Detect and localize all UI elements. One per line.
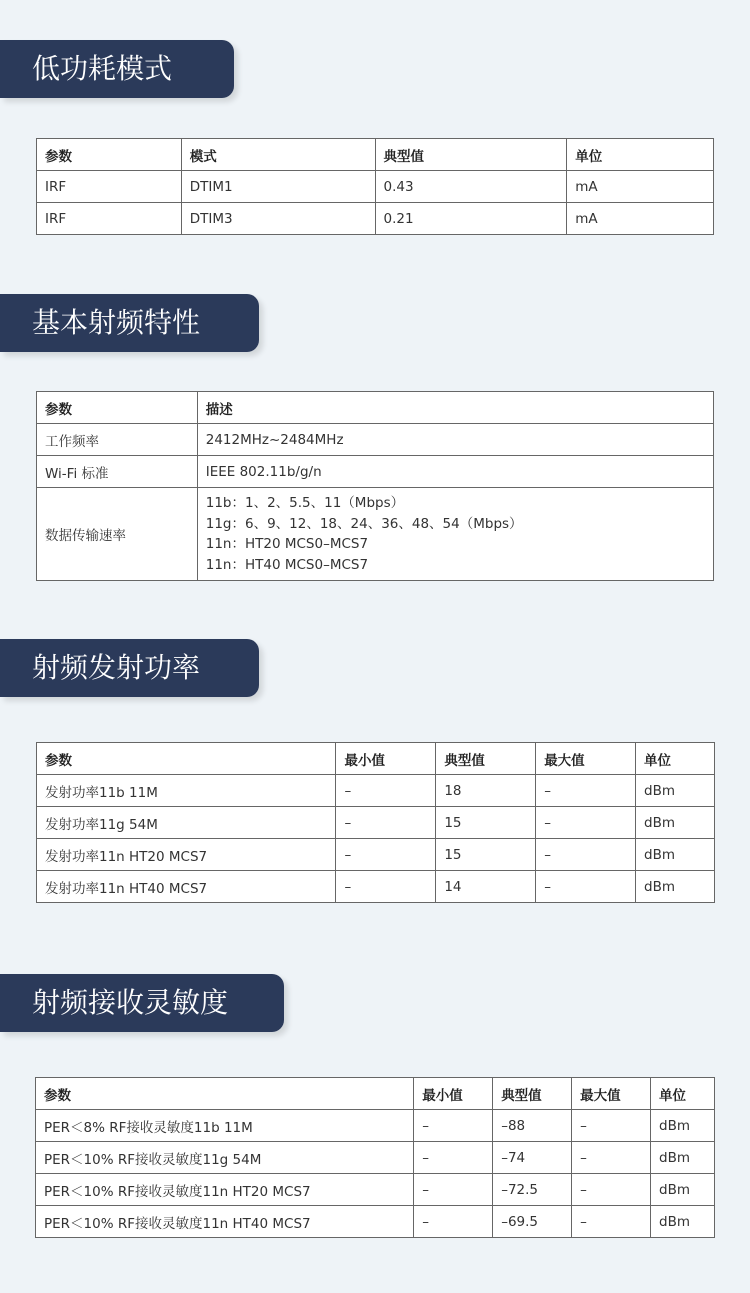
table-cell: 工作频率: [37, 424, 198, 456]
table-cell: 发射功率11n HT20 MCS7: [37, 839, 336, 871]
table-cell: –: [414, 1110, 493, 1142]
table-cell: –: [414, 1142, 493, 1174]
table-row: [37, 203, 714, 235]
table-cell: –: [336, 839, 436, 871]
header-cell: 模式: [181, 139, 375, 171]
table-cell: –72.5: [493, 1174, 572, 1206]
basic-rf-table: [36, 391, 714, 581]
table-cell: 14: [436, 871, 536, 903]
table-cell: 18: [436, 775, 536, 807]
table-cell: PER＜10% RF接收灵敏度11g 54M: [36, 1142, 414, 1174]
table-cell: IRF: [37, 171, 182, 203]
table-row: [36, 1174, 715, 1206]
table-cell: dBm: [651, 1142, 715, 1174]
table-cell: 发射功率11n HT40 MCS7: [37, 871, 336, 903]
table-row: [37, 424, 714, 456]
table-row: [36, 1110, 715, 1142]
table-cell: dBm: [636, 807, 715, 839]
table-cell: –: [572, 1206, 651, 1238]
table-header-row: [36, 1078, 715, 1110]
table-row: [37, 171, 714, 203]
header-cell: 单位: [636, 743, 715, 775]
table-cell: 发射功率11b 11M: [37, 775, 336, 807]
data-rate-line: 11b：1、2、5.5、11（Mbps）: [205, 495, 405, 511]
table-cell: mA: [567, 203, 714, 235]
table-cell: mA: [567, 171, 714, 203]
rx-sensitivity-table: [35, 1077, 715, 1238]
table-cell: –: [336, 775, 436, 807]
table-row: [37, 871, 715, 903]
table-cell: –: [572, 1110, 651, 1142]
table-row: [37, 775, 715, 807]
table-cell: Wi-Fi 标准: [37, 456, 198, 488]
table-row: [37, 456, 714, 488]
header-cell: 描述: [197, 392, 713, 424]
table-cell: DTIM3: [181, 203, 375, 235]
table-cell: DTIM1: [181, 171, 375, 203]
data-rate-cell: [197, 488, 713, 581]
table-cell: dBm: [636, 871, 715, 903]
table-row: [37, 839, 715, 871]
data-rate-line: 11g：6、9、12、18、24、36、48、54（Mbps）: [205, 515, 523, 532]
header-cell: 单位: [651, 1078, 715, 1110]
table-cell: dBm: [651, 1174, 715, 1206]
table-cell: –: [536, 807, 636, 839]
section-title-basic-rf: 基本射频特性: [0, 294, 259, 352]
table-row: [36, 1142, 715, 1174]
table-cell: PER＜10% RF接收灵敏度11n HT20 MCS7: [36, 1174, 414, 1206]
table-cell: PER＜8% RF接收灵敏度11b 11M: [36, 1110, 414, 1142]
header-cell: 最小值: [414, 1078, 493, 1110]
table-cell: –88: [493, 1110, 572, 1142]
table-cell: –: [572, 1174, 651, 1206]
header-cell: 参数: [37, 139, 182, 171]
table-row: [37, 807, 715, 839]
table-cell: PER＜10% RF接收灵敏度11n HT40 MCS7: [36, 1206, 414, 1238]
header-cell: 最大值: [572, 1078, 651, 1110]
table-cell: dBm: [651, 1206, 715, 1238]
table-row: [36, 1206, 715, 1238]
section-title-rx-sensitivity: 射频接收灵敏度: [0, 974, 284, 1032]
header-cell: 参数: [36, 1078, 414, 1110]
table-header-row: [37, 392, 714, 424]
table-row: [37, 488, 714, 581]
tx-power-table: [36, 742, 715, 903]
table-cell: –: [536, 839, 636, 871]
table-cell: –: [572, 1142, 651, 1174]
table-cell: dBm: [636, 775, 715, 807]
header-cell: 参数: [37, 743, 336, 775]
header-cell: 单位: [567, 139, 714, 171]
header-cell: 最小值: [336, 743, 436, 775]
data-rate-line: 11n：HT40 MCS0–MCS7: [205, 556, 369, 573]
table-cell: 15: [436, 807, 536, 839]
table-cell: 0.21: [375, 203, 567, 235]
table-cell: dBm: [636, 839, 715, 871]
header-cell: 典型值: [493, 1078, 572, 1110]
table-cell: –: [336, 807, 436, 839]
low-power-table: [36, 138, 714, 235]
header-cell: 典型值: [436, 743, 536, 775]
table-cell: dBm: [651, 1110, 715, 1142]
table-cell: 0.43: [375, 171, 567, 203]
table-cell: –: [336, 871, 436, 903]
table-cell: –: [536, 775, 636, 807]
table-cell: –: [414, 1206, 493, 1238]
table-cell: IEEE 802.11b/g/n: [197, 456, 713, 488]
table-cell: 数据传输速率: [37, 488, 198, 581]
table-cell: 发射功率11g 54M: [37, 807, 336, 839]
header-cell: 参数: [37, 392, 198, 424]
header-cell: 最大值: [536, 743, 636, 775]
section-title-tx-power: 射频发射功率: [0, 639, 259, 697]
data-rate-line: 11n：HT20 MCS0–MCS7: [205, 536, 369, 552]
table-cell: –: [414, 1174, 493, 1206]
table-header-row: [37, 139, 714, 171]
table-cell: –69.5: [493, 1206, 572, 1238]
header-cell: 典型值: [375, 139, 567, 171]
table-header-row: [37, 743, 715, 775]
table-cell: IRF: [37, 203, 182, 235]
section-title-low-power: 低功耗模式: [0, 40, 234, 98]
table-cell: 15: [436, 839, 536, 871]
table-cell: 2412MHz~2484MHz: [197, 424, 713, 456]
table-cell: –: [536, 871, 636, 903]
table-cell: –74: [493, 1142, 572, 1174]
